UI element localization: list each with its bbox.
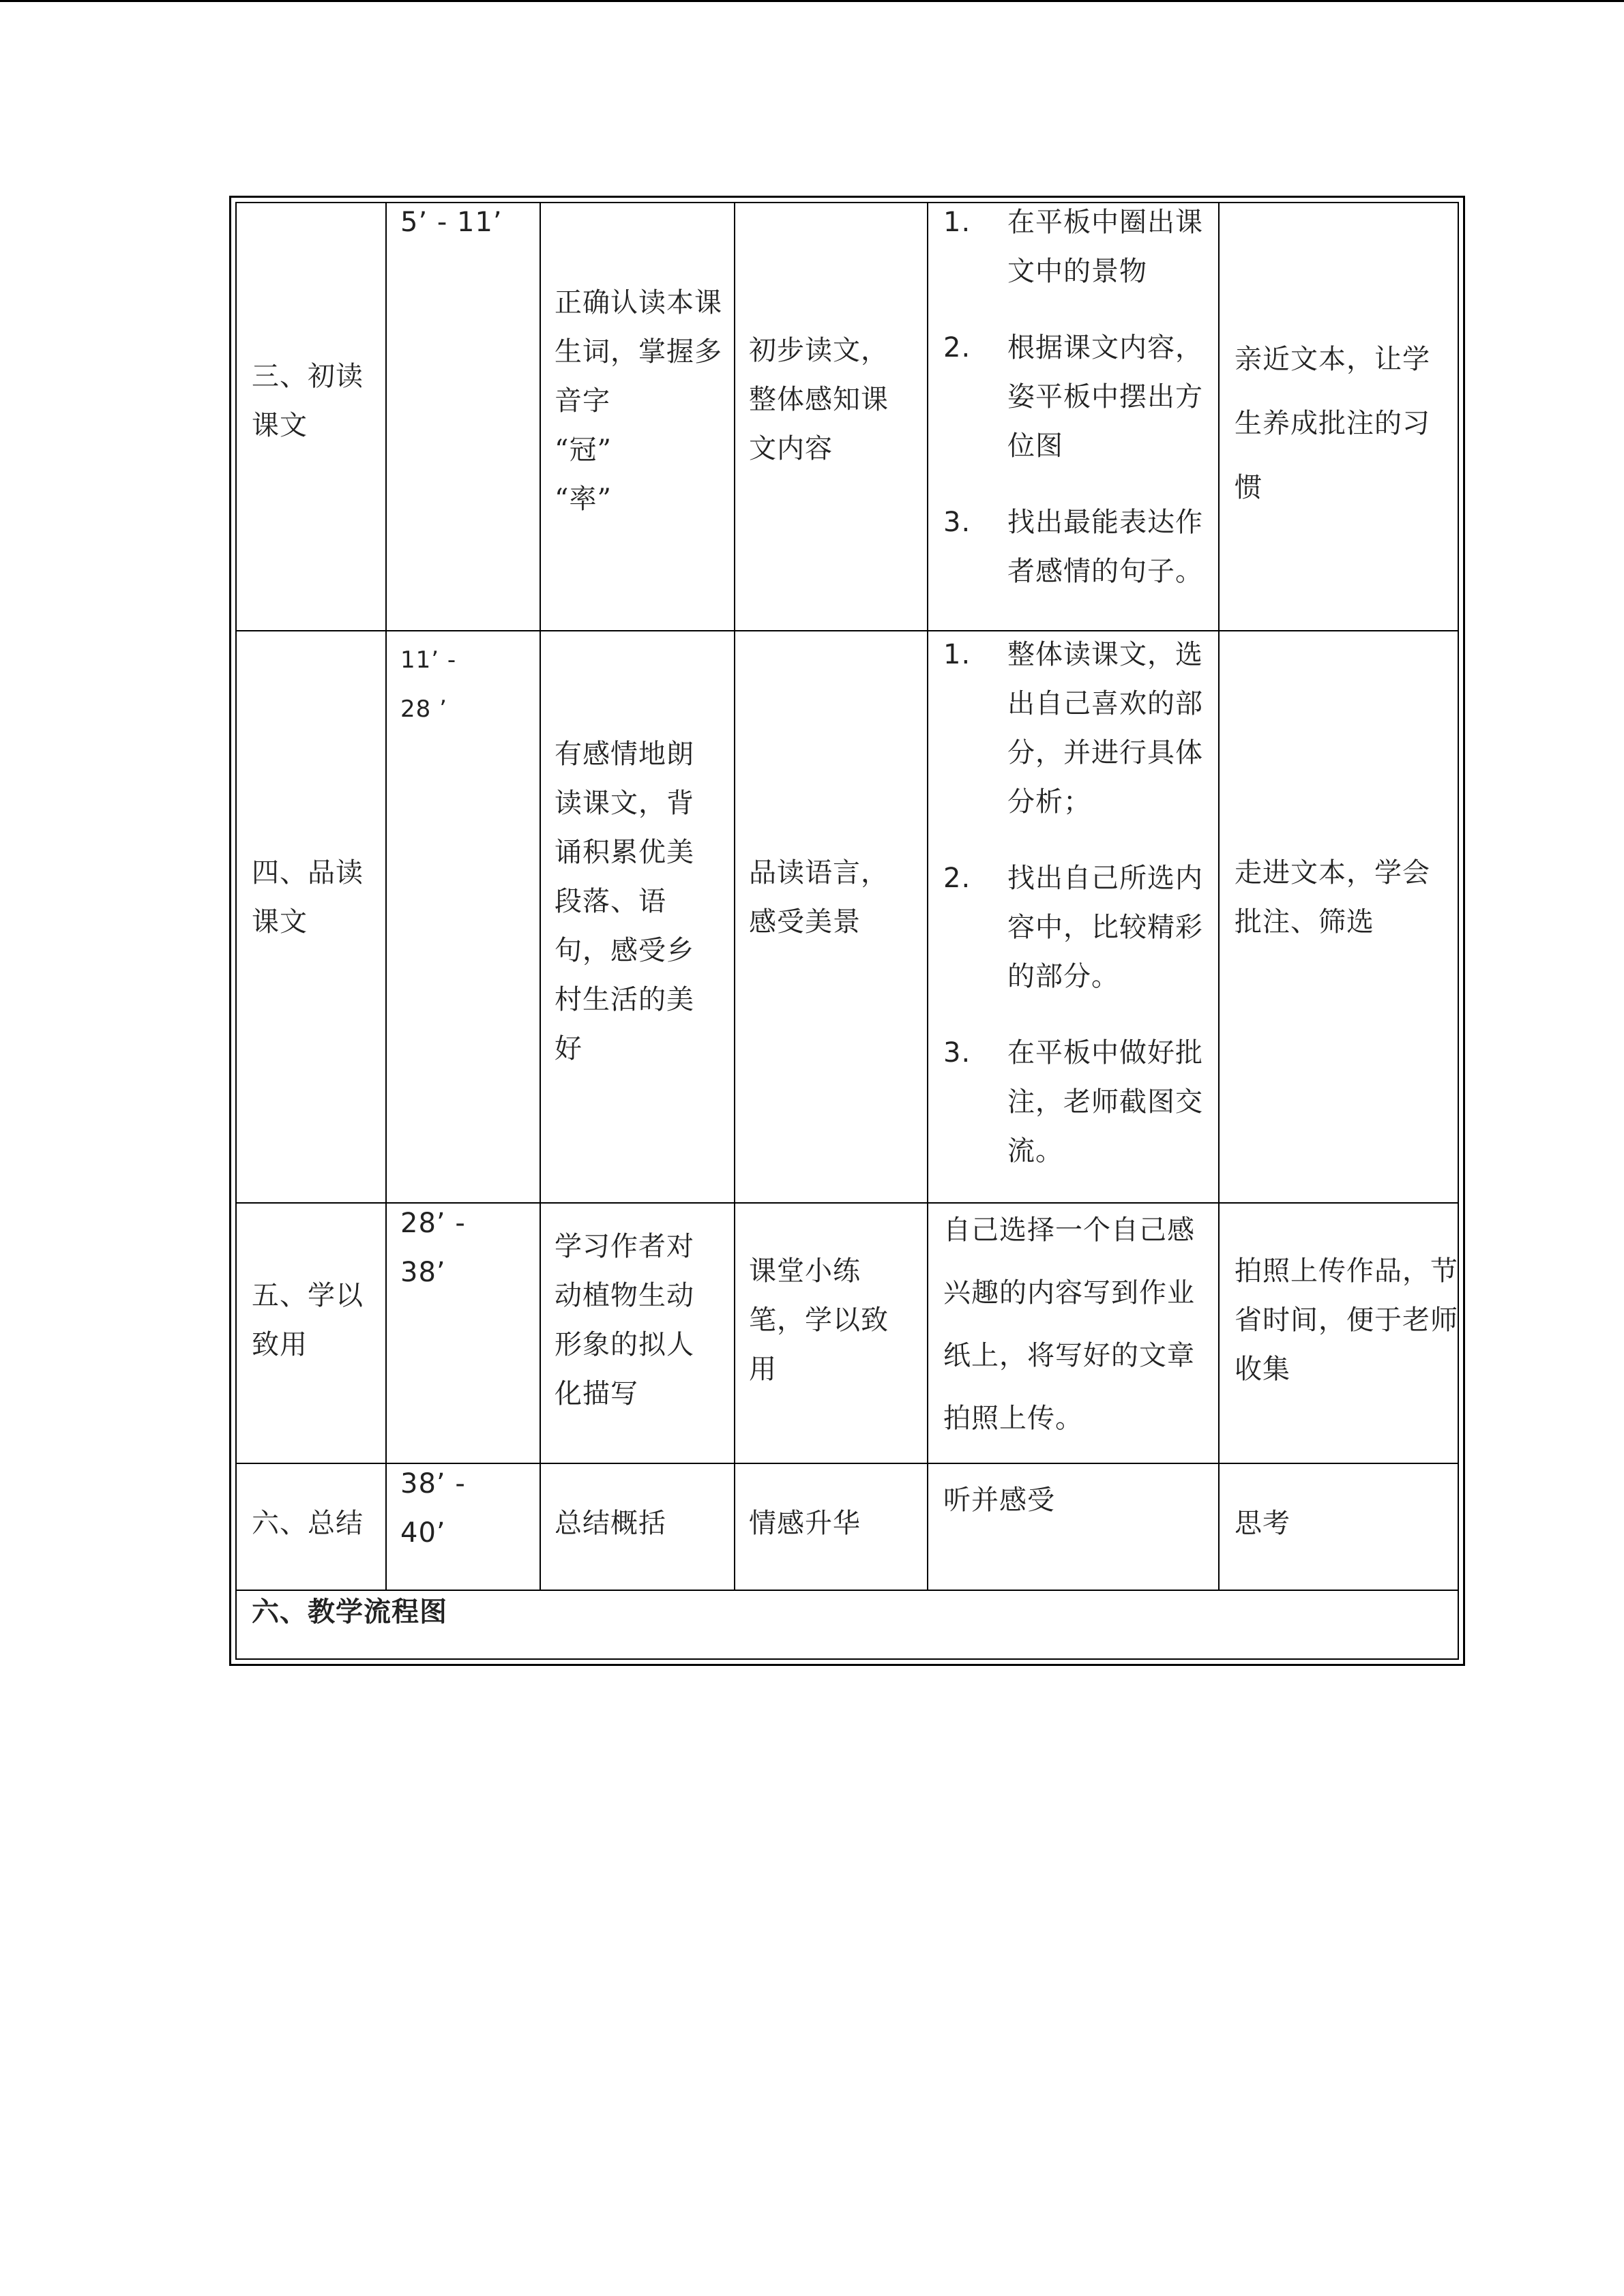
row-divider — [237, 630, 1458, 631]
goal-extra-2: “率” — [555, 483, 612, 515]
time-line-2: 28 ’ — [400, 696, 447, 723]
page-top-rule — [0, 0, 1624, 2]
student-steps-cell — [943, 630, 1209, 1203]
time-cell: 5’ - 11’ — [400, 207, 503, 238]
stage-cell: 三、初读课文 — [252, 361, 364, 441]
table-inner-border — [235, 202, 1459, 1660]
student-steps-list — [943, 630, 1209, 1176]
list-item — [943, 854, 1209, 1001]
goal-extra-1: “冠” — [555, 434, 612, 466]
step-number: 1. — [943, 639, 971, 670]
step-text: 根据课文内容，姿平板中摆出方位图 — [1007, 332, 1203, 462]
column-divider — [927, 203, 928, 1591]
step-text: 在平板中圈出课文中的景物 — [1007, 207, 1203, 287]
student-text-cell: 听并感受 — [943, 1485, 1055, 1516]
list-item — [943, 630, 1209, 826]
intent-cell: 走进文本，学会批注、筛选 — [1235, 857, 1430, 938]
time-line-1: 11’ - — [400, 646, 457, 674]
activity-cell: 初步读文，整体感知课文内容 — [749, 335, 889, 464]
goal-cell: 学习作者对动植物生动形象的拟人化描写 — [555, 1231, 694, 1410]
stage-cell: 四、品读课文 — [252, 857, 364, 938]
activity-cell: 情感升华 — [749, 1508, 861, 1539]
time-line-2: 38’ — [400, 1257, 446, 1288]
column-divider — [540, 203, 541, 1591]
stage-cell: 六、总结 — [252, 1508, 364, 1539]
student-steps-cell — [943, 198, 1209, 623]
step-number: 1. — [943, 207, 971, 238]
list-item — [943, 323, 1209, 471]
step-text: 找出最能表达作者感情的句子。 — [1007, 507, 1203, 587]
time-line-1: 38’ - — [400, 1468, 466, 1500]
intent-cell: 思考 — [1235, 1508, 1290, 1539]
activity-cell: 课堂小练笔，学以致用 — [749, 1255, 889, 1385]
stage-cell: 五、学以致用 — [252, 1280, 364, 1360]
step-number: 2. — [943, 863, 971, 894]
student-text-cell: 自己选择一个自己感兴趣的内容写到作业纸上，将写好的文章拍照上传。 — [943, 1214, 1195, 1434]
time-cell — [400, 1199, 530, 1297]
time-line-2: 40’ — [400, 1517, 446, 1549]
goal-cell: 总结概括 — [555, 1508, 666, 1539]
activity-cell: 品读语言，感受美景 — [749, 857, 889, 938]
goal-text: 正确认读本课生词，掌握多音字 — [555, 287, 722, 417]
time-cell — [400, 636, 530, 734]
flowchart-heading: 六、教学流程图 — [252, 1596, 447, 1628]
time-cell — [400, 1459, 530, 1557]
step-text: 找出自己所选内容中，比较精彩的部分。 — [1007, 863, 1203, 992]
step-number: 3. — [943, 1037, 971, 1069]
step-text: 整体读课文，选出自己喜欢的部分，并进行具体分析； — [1007, 639, 1203, 818]
column-divider — [385, 203, 387, 1591]
step-text: 在平板中做好批注，老师截图交流。 — [1007, 1037, 1203, 1167]
intent-cell: 拍照上传作品，节省时间，便于老师收集 — [1235, 1255, 1458, 1385]
list-item — [943, 498, 1209, 596]
time-line-1: 28’ - — [400, 1208, 466, 1239]
goal-cell — [555, 278, 725, 524]
column-divider — [734, 203, 735, 1591]
intent-cell: 亲近文本，让学生养成批注的习惯 — [1235, 344, 1430, 503]
step-number: 2. — [943, 332, 971, 363]
student-steps-list — [943, 198, 1209, 596]
list-item — [943, 1028, 1209, 1176]
goal-cell: 有感情地朗读课文，背诵积累优美段落、语句，感受乡村生活的美好 — [555, 739, 694, 1064]
list-item — [943, 198, 1209, 296]
step-number: 3. — [943, 507, 971, 538]
lesson-plan-table — [229, 196, 1465, 1666]
column-divider — [1218, 203, 1220, 1591]
